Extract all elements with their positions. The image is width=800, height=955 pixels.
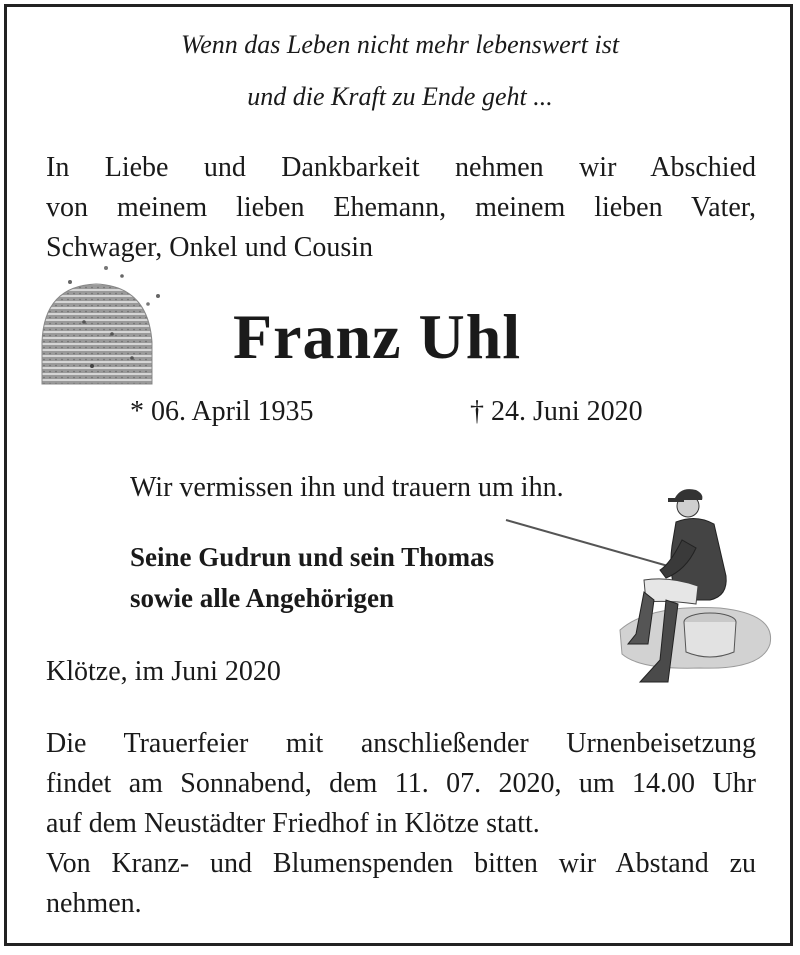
place-and-date: Klötze, im Juni 2020 <box>46 656 281 687</box>
funeral-line-5: nehmen. <box>46 888 142 919</box>
intro-line-2: von meinem lieben Ehemann, meinem lieben Vater, <box>46 192 756 223</box>
death-date: † 24. Juni 2020 <box>470 396 643 427</box>
deceased-name: Franz Uhl <box>233 301 522 372</box>
motto-line-2: und die Kraft zu Ende geht ... <box>247 82 553 111</box>
beehive-illustration <box>36 262 166 386</box>
mourning-line: Wir vermissen ihn und trauern um ihn. <box>130 472 564 503</box>
motto-line-1: Wenn das Leben nicht mehr lebenswert ist <box>180 30 620 59</box>
signature-line-1: Seine Gudrun und sein Thomas <box>130 542 495 572</box>
intro-line-1: In Liebe und Dankbarkeit nehmen wir Abschied <box>46 152 756 183</box>
funeral-line-3: auf dem Neustädter Friedhof in Klötze statt. <box>46 808 540 839</box>
signature-line-2: sowie alle Angehörigen <box>130 583 394 613</box>
funeral-line-4: Von Kranz- und Blumenspenden bitten wir Abstand zu <box>46 848 756 879</box>
birth-date: * 06. April 1935 <box>130 396 314 427</box>
intro-line-3: Schwager, Onkel und Cousin <box>46 232 374 263</box>
funeral-line-1: Die Trauerfeier mit anschließender Urnenbeisetzung <box>46 728 756 759</box>
funeral-line-2: findet am Sonnabend, dem 11. 07. 2020, um 14.00 Uhr <box>46 768 756 799</box>
fisherman-illustration <box>500 484 784 690</box>
